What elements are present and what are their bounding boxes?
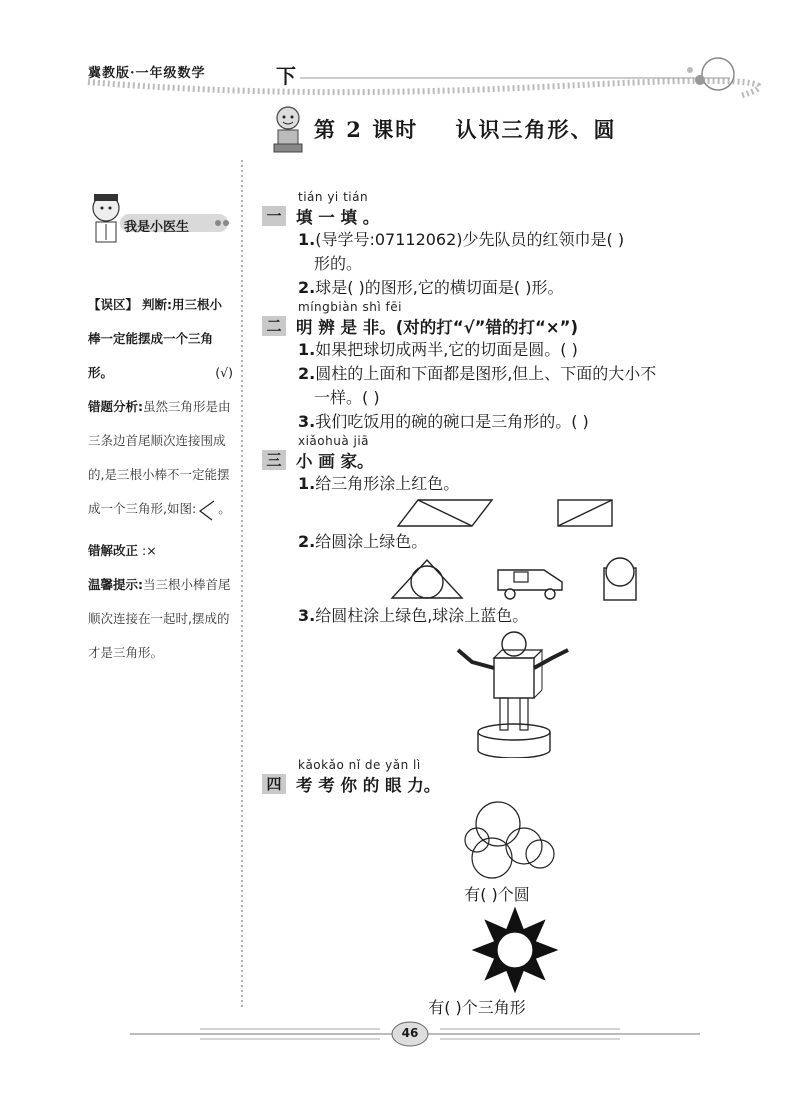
- teacher-mascot-icon: [270, 104, 306, 156]
- section-3-heading: [262, 448, 752, 472]
- s3-q2: 2.给圆涂上绿色。: [298, 532, 428, 551]
- circles-figure: [262, 796, 752, 882]
- section-4-heading: [262, 772, 752, 796]
- section-2-number: 二: [262, 316, 286, 336]
- correction-value: :×: [142, 543, 157, 558]
- s1-q1-cont: 形的。: [314, 254, 363, 273]
- circles-caption: 有( )个圆: [464, 885, 530, 904]
- section-4-title: 考 考 你 的 眼 力。: [296, 776, 441, 795]
- section-4-number: 四: [262, 774, 286, 794]
- section-3-pinyin: xiǎohuà jiā: [298, 434, 370, 448]
- sidebar: [88, 288, 233, 670]
- section-1-title: 填 一 填 。: [296, 208, 380, 227]
- triangle-shapes-figure: [262, 496, 752, 530]
- header-series: 冀教版·一年级数学: [88, 66, 206, 81]
- header-volume: 下: [276, 64, 296, 88]
- section-1-number: 一: [262, 206, 286, 226]
- section-2-title: 明 辨 是 非。(对的打“√”错的打“×”): [296, 318, 579, 337]
- s2-q2-cont: 一样。( ): [314, 388, 380, 407]
- section-2-pinyin: míngbiàn shì fēi: [298, 300, 402, 314]
- section-1-heading: [262, 204, 752, 228]
- analysis-text: 虽然三角形是由三条边首尾顺次连接围成的,是三根小棒不一定能摆成一个三角形,如图:: [88, 399, 231, 516]
- robot-figure: [262, 628, 752, 758]
- circle-shapes-figure: [262, 554, 752, 604]
- s2-q3: 3.我们吃饭用的碗的碗口是三角形的。( ): [298, 412, 589, 431]
- page-number: 46: [401, 1026, 419, 1040]
- parallelogram-diagonal: [418, 500, 472, 526]
- judge-text: 判断:用三根小棒一定能摆成一个三角形。: [88, 297, 222, 380]
- triangles-caption: 有( )个三角形: [428, 998, 526, 1017]
- s2-q2: 2.圆柱的上面和下面都是图形,但上、下面的大小不: [298, 364, 657, 383]
- s3-q3: 3.给圆柱涂上绿色,球涂上蓝色。: [298, 606, 529, 625]
- section-3-number: 三: [262, 450, 286, 470]
- judge-mark: (√): [215, 365, 233, 380]
- error-tag: 【误区】: [88, 297, 139, 312]
- section-2-heading: [262, 314, 752, 338]
- section-1-pinyin: tián yi tián: [298, 190, 369, 204]
- header-decoration: [0, 0, 800, 110]
- s1-q1: 1.(导学号:07112062)少先队员的红领巾是( ): [298, 230, 625, 249]
- star-figure: [262, 905, 752, 995]
- main-content: [262, 190, 752, 1018]
- s2-q1: 1.如果把球切成两半,它的切面是圆。( ): [298, 340, 578, 359]
- analysis-label: 错题分析:: [88, 399, 143, 414]
- s1-q2: 2.球是( )的图形,它的横切面是( )形。: [298, 278, 564, 297]
- section-4-pinyin: kǎokǎo nǐ de yǎn lì: [298, 758, 421, 772]
- lesson-title: 第 2 课时 认识三角形、圆: [314, 117, 617, 142]
- analysis-end: 。: [218, 501, 231, 516]
- section-3-title: 小 画 家。: [296, 452, 374, 471]
- tip-text: 当三根小棒首尾顺次连接在一起时,摆成的才是三角形。: [88, 577, 231, 660]
- correction-label: 错解改正: [88, 543, 139, 558]
- s3-q1: 1.给三角形涂上红色。: [298, 474, 460, 493]
- sidebar-badge: 我是小医生: [124, 220, 190, 235]
- tip-label: 温馨提示:: [88, 577, 143, 592]
- angle-sticks-icon: [196, 499, 218, 521]
